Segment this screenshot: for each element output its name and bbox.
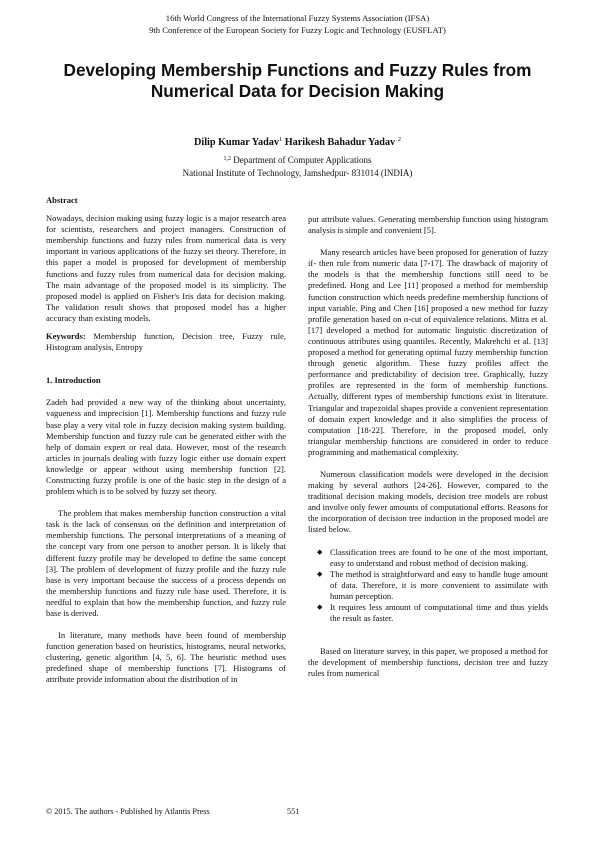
list-item: ◆ It requires less amount of computational time and thus yields the result as faster.: [317, 602, 548, 624]
author-2-name: Harikesh Bahadur Yadav: [284, 137, 396, 148]
affiliation-marker: 1,2: [223, 156, 231, 162]
list-item: ◆ Classification trees are found to be one of the most important, easy to understand and robust method of decision making.: [317, 546, 548, 568]
page-number: 551: [287, 807, 300, 816]
keywords: Keywords: Membership function, Decision tree, Fuzzy rule, Histogram analysis, Entropy: [46, 331, 287, 353]
reasons-list: [308, 547, 548, 625]
keywords-label: Keywords: [46, 331, 83, 342]
left-column: [46, 195, 286, 686]
conference-line-2: 9th Conference of the European Society for Fuzzy Logic and Technology (EUSFLAT): [149, 25, 446, 35]
section-heading-introduction: 1. Introduction: [46, 375, 101, 386]
conference-line-1: 16th World Congress of the International Fuzzy Systems Association (IFSA): [165, 13, 430, 23]
list-item: ◆ The method is straightforward and easy to handle huge amount of data. Therefore, it is more convenient to assimilate with human perception.: [317, 568, 548, 601]
author-1-name: Dilip Kumar Yadav: [194, 137, 279, 148]
bullet-diamond-icon: ◆: [317, 569, 323, 578]
author-line: [0, 136, 595, 148]
author-2-marker: 2: [397, 136, 401, 143]
paper-title: Developing Membership Functions and Fuzzy Rules from Numerical Data for Decision Making: [63, 60, 532, 101]
right-paragraph-continued: put attribute values. Generating membership function using histogram analysis is simple and convenient [5].: [308, 214, 548, 236]
intro-paragraph-2: The problem that makes membership function construction a vital task is the lack of consensus on the definition and interpretation of membership functions. The personal interpretations of a meaning of the concept vary from one person to another person. It is likely that different fuzzy profile may be developed to define the same concept [3]. The problem of development of fuzzy profile and the fuzzy rule base is very important because the success of a process depends on the membership functions and fuzzy rule base used. Therefore, it is needful to explain that how the membership function, and fuzzy rule base is derived.: [46, 508, 286, 618]
intro-paragraph-3: In literature, many methods have been found of membership function generation based on heuristics, histograms, neural networks, clustering, genetic algorithm [4, 5, 6]. The heuristic method uses predefined shape of membership functions [7]. Histograms of attribute provide information about the distribution of in: [46, 630, 286, 685]
copyright-notice: © 2015. The authors - Published by Atlantis Press: [46, 807, 210, 816]
affiliation-department: [0, 155, 595, 165]
right-paragraph-classification: Numerous classification models were developed in the decision making by several authors [24-26]. However, compared to the traditional decision making models, decision tree models are robust and involve only fewer amounts of computational efforts. Reasons for the incorporation of decision tree induction in the proposed model are listed below.: [308, 468, 548, 535]
intro-paragraph-1: Zadeh had provided a new way of the thinking about uncertainty, vagueness and imprecision [1]. Membership functions and fuzzy rule base play a very vital role in fuzzy decision making system building. Membership function and fuzzy rule can be generated either with the help of domain expert or real data. However, most of the research articles in journals dealing with fuzzy logic either use domain expert knowledge or appear without using membership function [2]. Constructing fuzzy profile is one of the basic step in the design of a problem which is to be solved by fuzzy set theory.: [46, 397, 286, 497]
abstract-heading: Abstract: [46, 195, 78, 205]
affiliation-institute: National Institute of Technology, Jamshedpur- 831014 (INDIA): [182, 168, 413, 178]
abstract-text: Nowadays, decision making using fuzzy logic is a major research area for scientists, researchers and project managers. Construction of membership functions and fuzzy rules from numerical data is very important in various applications of the fuzzy set theory. Therefore, in this paper a model is proposed for development of membership functions and fuzzy rules from numerical data for decision making. The main advantage of the proposed model is its simplicity. The proposed model is applied on Fisher's Iris data for decision making. The validation result shows that proposed model has a higher accuracy than existing models.: [46, 213, 286, 323]
right-paragraph-proposal: Based on literature survey, in this paper, we proposed a method for the development of membership functions, decision tree and fuzzy rules from numerical: [308, 646, 548, 679]
keywords-text: Membership function, Decision tree, Fuzzy rule, Histogram analysis, Entropy: [46, 331, 287, 353]
right-paragraph-literature: Many research articles have been proposed for generation of fuzzy if- then rule from numeric data [7-17]. The drawback of majority of the models is that the membership functions still need to be predefined. Hong and Lee [11] proposed a method for membership function construction which needs predefine membership functions of input variable. Ping and Chen [16] proposed a new method for fuzzy profile generation based on α-cut of equivalence relations. Mitra et al. [17] developed a method for automatic linguistic discretization of continuous attributes using quantiles. Recently, Makrehchi et al. [13] proposed a method for generating optimal fuzzy membership function through genetic algorithm. These fuzzy profiles affect the performance and predictability of decision tree. Graphically, fuzzy profiles are represented in the form of membership functions. Actually, different types of membership functions exist in literature. Triangular and trapezoidal shapes provide a convenient representation of domain expert knowledge and it also simplifies the process of computation [18-22]. Therefore, in the proposed model, only triangular membership functions are considered in order to reduce programming and mathematical complexity.: [308, 247, 548, 457]
affiliation-department-text: Department of Computer Applications: [233, 155, 372, 165]
bullet-diamond-icon: ◆: [317, 603, 323, 611]
author-1-marker: 1: [278, 136, 283, 143]
right-column: [308, 214, 548, 679]
bullet-diamond-icon: ◆: [317, 547, 323, 556]
